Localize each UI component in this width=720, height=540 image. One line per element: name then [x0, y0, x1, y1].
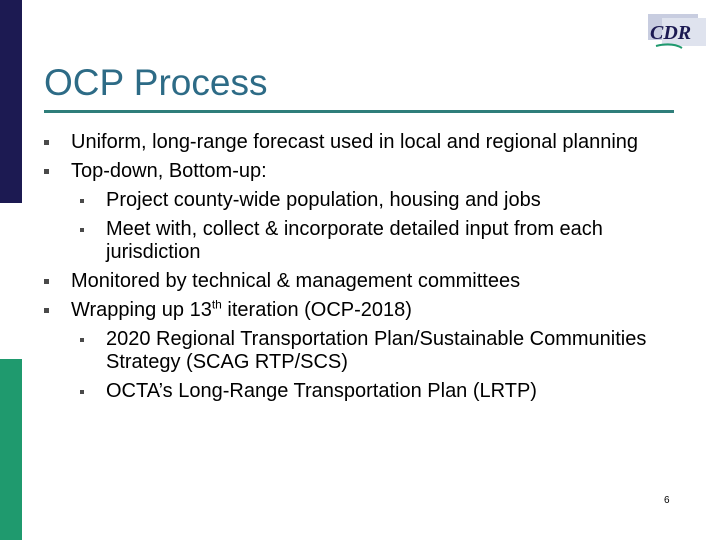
bullet-marker — [80, 199, 84, 203]
bullet-marker — [44, 169, 49, 174]
bullet-item — [44, 160, 674, 183]
bullet-text: OCTA’s Long-Range Transportation Plan (LRTP) — [106, 380, 537, 402]
bullet-marker — [80, 228, 84, 232]
bullet-text: Project county-wide population, housing and jobs — [106, 189, 541, 211]
bullet-item — [44, 299, 674, 322]
bullet-marker — [80, 338, 84, 342]
cdr-logo — [642, 12, 712, 50]
bullet-item — [44, 270, 674, 293]
sub-bullet-item — [44, 328, 674, 374]
sub-bullet-item — [44, 380, 674, 403]
left-bar-top-segment — [0, 0, 22, 203]
logo-text: CDR — [650, 22, 692, 44]
bullet-text: Uniform, long-range forecast used in local and regional planning — [71, 131, 639, 153]
bullet-text: Top-down, Bottom-up: — [71, 160, 267, 182]
page-number: 6 — [664, 495, 670, 506]
bullet-marker — [44, 279, 49, 284]
left-bar-middle-segment — [0, 203, 22, 359]
bullet-marker — [44, 140, 49, 145]
sub-bullet-item — [44, 218, 674, 264]
bullet-marker — [44, 308, 49, 313]
title-underline — [44, 110, 674, 113]
bullet-text: Meet with, collect & incorporate detailed input from each jurisdiction — [106, 218, 603, 263]
bullet-text: Monitored by technical & management committees — [71, 270, 521, 292]
bullet-text-prefix: Wrapping up 13 — [71, 299, 212, 321]
bullet-text-suffix: iteration (OCP-2018) — [221, 299, 412, 321]
left-bar-bottom-segment — [0, 359, 22, 540]
bullet-text-superscript: th — [211, 297, 222, 312]
bullet-marker — [80, 390, 84, 394]
left-accent-bar — [0, 0, 22, 540]
bullet-item — [44, 131, 674, 154]
sub-bullet-item — [44, 189, 674, 212]
slide-content — [44, 131, 674, 409]
slide-title: OCP Process — [44, 62, 268, 103]
bullet-text: 2020 Regional Transportation Plan/Sustainable Communities Strategy (SCAG RTP/SCS) — [106, 328, 647, 373]
